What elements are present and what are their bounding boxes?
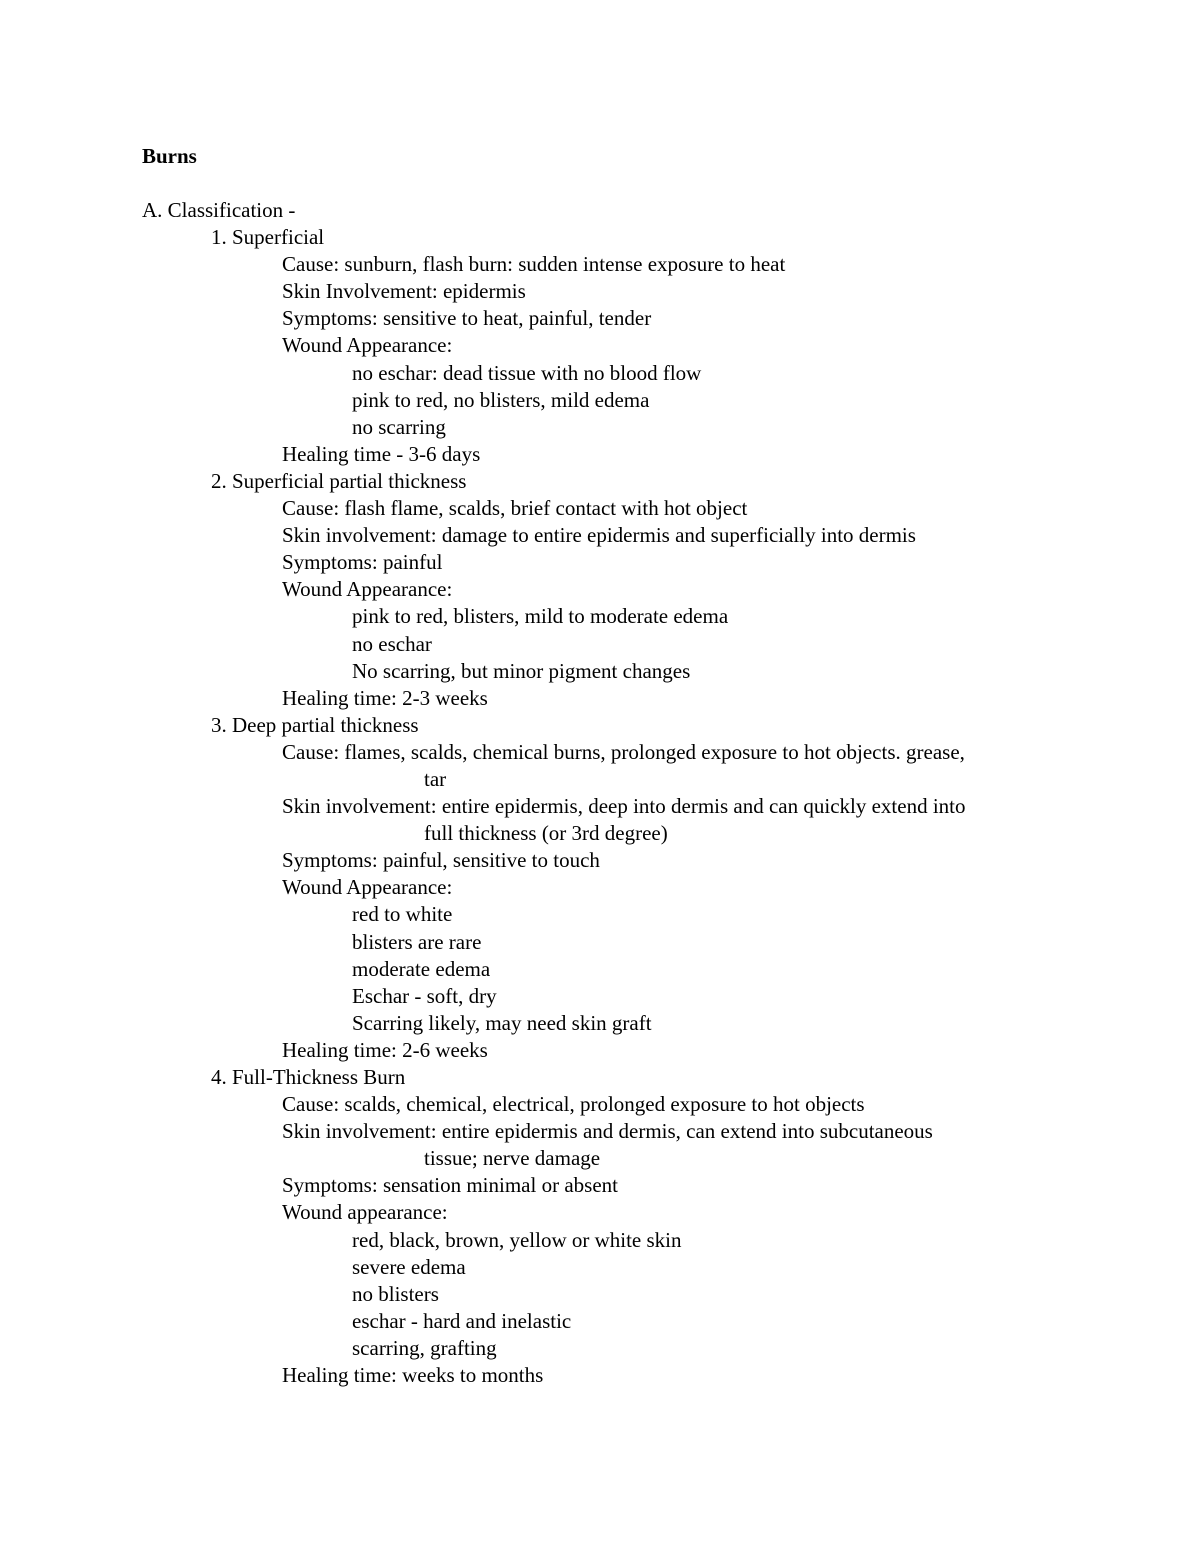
wound-detail: no blisters — [352, 1281, 439, 1306]
wound-detail: pink to red, no blisters, mild edema — [352, 387, 650, 412]
item-wound-label: Wound Appearance: — [282, 333, 453, 358]
item-heading-full-thickness: 4. Full-Thickness Burn — [211, 1065, 406, 1089]
item-skin-continuation: tissue; nerve damage — [424, 1146, 601, 1171]
item-healing-time: Healing time: weeks to months — [282, 1363, 544, 1388]
item-skin-continuation: full thickness (or 3rd degree) — [424, 821, 668, 846]
wound-detail: no eschar: dead tissue with no blood flow — [352, 360, 702, 385]
outline — [142, 197, 1142, 1389]
item-skin-involvement: Skin involvement: entire epidermis, deep into dermis and can quickly extend into — [282, 794, 966, 819]
item-cause: Cause: sunburn, flash burn: sudden intense exposure to heat — [282, 252, 786, 277]
wound-detail: pink to red, blisters, mild to moderate edema — [352, 604, 729, 629]
item-cause: Cause: scalds, chemical, electrical, prolonged exposure to hot objects — [282, 1092, 865, 1117]
wound-detail: Eschar - soft, dry — [352, 983, 497, 1008]
item-healing-time: Healing time - 3-6 days — [282, 441, 481, 466]
wound-detail: Scarring likely, may need skin graft — [352, 1010, 652, 1035]
item-healing-time: Healing time: 2-6 weeks — [282, 1037, 488, 1062]
item-skin-involvement: Skin involvement: damage to entire epidermis and superficially into dermis — [282, 523, 916, 548]
section-heading: A. Classification - — [142, 198, 296, 222]
item-wound-label: Wound Appearance: — [282, 875, 453, 900]
item-cause: Cause: flames, scalds, chemical burns, prolonged exposure to hot objects. grease, — [282, 739, 965, 764]
item-cause: Cause: flash flame, scalds, brief contact with hot object — [282, 496, 748, 521]
item-heading-deep-partial: 3. Deep partial thickness — [211, 712, 419, 737]
item-skin-involvement: Skin Involvement: epidermis — [282, 279, 526, 304]
wound-detail: eschar - hard and inelastic — [352, 1308, 572, 1333]
item-healing-time: Healing time: 2-3 weeks — [282, 685, 488, 710]
item-symptoms: Symptoms: sensation minimal or absent — [282, 1173, 618, 1198]
wound-detail: blisters are rare — [352, 929, 482, 954]
wound-detail: severe edema — [352, 1254, 466, 1279]
wound-detail: red, black, brown, yellow or white skin — [352, 1227, 682, 1252]
wound-detail: no eschar — [352, 631, 432, 656]
item-symptoms: Symptoms: painful — [282, 550, 443, 575]
wound-detail: no scarring — [352, 414, 446, 439]
wound-detail: red to white — [352, 902, 453, 927]
item-heading-superficial-partial: 2. Superficial partial thickness — [211, 468, 467, 493]
item-skin-involvement: Skin involvement: entire epidermis and dermis, can extend into subcutaneous — [282, 1119, 933, 1144]
item-wound-label: Wound Appearance: — [282, 577, 453, 602]
wound-detail: scarring, grafting — [352, 1335, 497, 1360]
item-cause-continuation: tar — [424, 766, 447, 791]
item-symptoms: Symptoms: sensitive to heat, painful, tender — [282, 306, 652, 331]
item-heading-superficial: 1. Superficial — [211, 225, 325, 250]
item-wound-label: Wound appearance: — [282, 1200, 448, 1225]
item-symptoms: Symptoms: painful, sensitive to touch — [282, 848, 600, 873]
document-title: Burns — [142, 144, 197, 168]
wound-detail: moderate edema — [352, 956, 491, 981]
wound-detail: No scarring, but minor pigment changes — [352, 658, 691, 683]
